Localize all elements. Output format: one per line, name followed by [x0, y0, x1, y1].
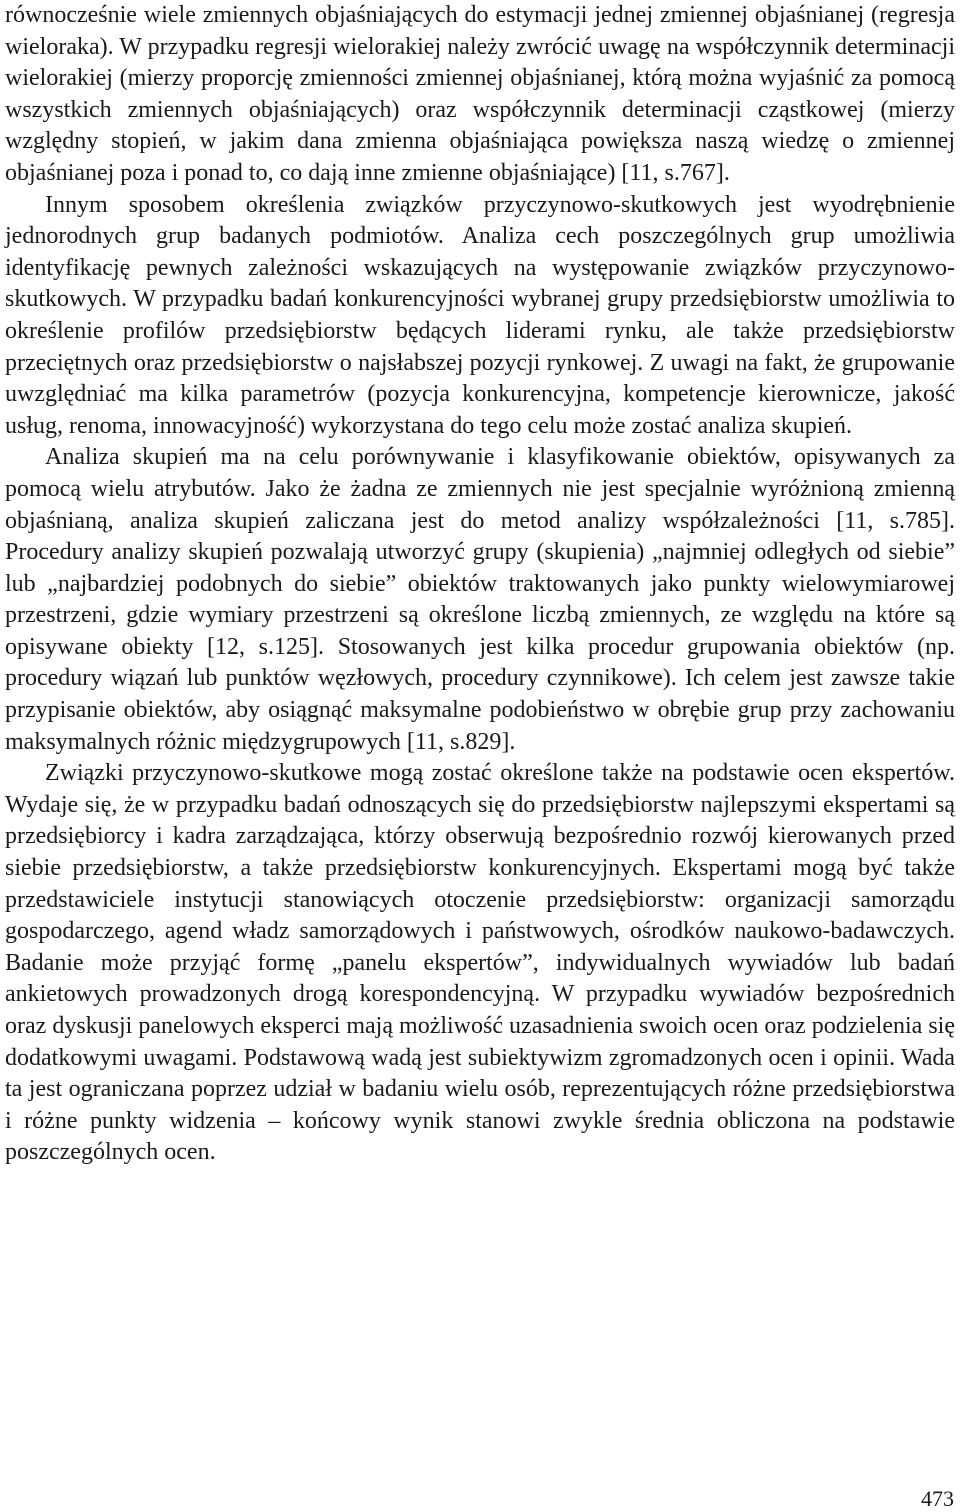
paragraph-cluster-analysis: Analiza skupień ma na celu porównywanie i klasyfikowanie obiektów, opisywanych za pomocą wielu atrybutów. Jako że żadna ze zmiennych nie jest specjalnie wyróżnioną zmienną objaśnianą, analiza skupień zaliczana jest do metod analizy współzależności [11, s.785]. Procedury analizy skupień pozwalają utworzyć grupy (skupienia) „najmniej odległych od siebie” lub „najbardziej podobnych do siebie” obiektów traktowanych jako punkty wielowymiarowej przestrzeni, gdzie wymiary przestrzeni są określone liczbą zmiennych, ze względu na które są opisywane obiekty [12, s.125]. Stosowanych jest kilka procedur grupowania obiektów (np. procedury wiązań lub punktów węzłowych, procedury czynnikowe). Ich celem jest zawsze takie przypisanie obiektów, aby osiągnąć maksymalne podobieństwo w obrębie grup przy zachowaniu maksymalnych różnic międzygrupowych [11, s.829].: [5, 444, 955, 755]
paragraph-homogeneous-groups: Innym sposobem określenia związków przyczynowo-skutkowych jest wyodrębnienie jednorodnych grup badanych podmiotów. Analiza cech poszczególnych grup umożliwia identyfikację pewnych zależności wskazujących na występowanie związków przyczynowo-skutkowych. W przypadku badań konkurencyjności wybranej grupy przedsiębiorstw umożliwia to określenie profilów przedsiębiorstw będących liderami rynku, ale także przedsiębiorstw przeciętnych oraz przedsiębiorstw o najsłabszej pozycji rynkowej. Z uwagi na fakt, że grupowanie uwzględniać ma kilka parametrów (pozycja konkurencyjna, kompetencje kierownicze, jakość usług, renoma, innowacyjność) wykorzystana do tego celu może zostać analiza skupień.: [5, 191, 955, 439]
paragraph-regression: równocześnie wiele zmiennych objaśniających do estymacji jednej zmiennej objaśnianej (regresja wieloraka). W przypadku regresji wielorakiej należy zwrócić uwagę na współczynnik determinacji wielorakiej (mierzy proporcję zmienności zmiennej objaśnianej, którą można wyjaśnić za pomocą wszystkich zmiennych objaśniających) oraz współczynnik determinacji cząstkowej (mierzy względny stopień, w jakim dana zmienna objaśniająca powiększa naszą wiedzę o zmiennej objaśnianej poza i ponad to, co dają inne zmienne objaśniające) [11, s.767].: [5, 2, 955, 186]
paragraph-expert-assessment: Związki przyczynowo-skutkowe mogą zostać określone także na podstawie ocen ekspertów. Wydaje się, że w przypadku badań odnoszących się do przedsiębiorstw najlepszymi ekspertami są przedsiębiorcy i kadra zarządzająca, którzy obserwują bezpośrednio rozwój kierowanych przed siebie przedsiębiorstw, a także przedsiębiorstw konkurencyjnych. Ekspertami mogą być także przedstawiciele instytucji stanowiących otoczenie przedsiębiorstw: organizacji samorządu gospodarczego, agend władz samorządowych i państwowych, ośrodków naukowo-badawczych. Badanie może przyjąć formę „panelu ekspertów”, indywidualnych wywiadów lub badań ankietowych prowadzonych drogą korespondencyjną. W przypadku wywiadów bezpośrednich oraz dyskusji panelowych eksperci mają możliwość uzasadnienia swoich ocen oraz podzielenia się dodatkowymi uwagami. Podstawową wadą jest subiektywizm zgromadzonych ocen i opinii. Wada ta jest ograniczana poprzez udział w badaniu wielu osób, reprezentujących różne przedsiębiorstwa i różne punkty widzenia – końcowy wynik stanowi zwykle średnia obliczona na podstawie poszczególnych ocen.: [5, 760, 955, 1166]
page-number: 473: [921, 1486, 954, 1511]
document-page: [5, 0, 955, 1169]
